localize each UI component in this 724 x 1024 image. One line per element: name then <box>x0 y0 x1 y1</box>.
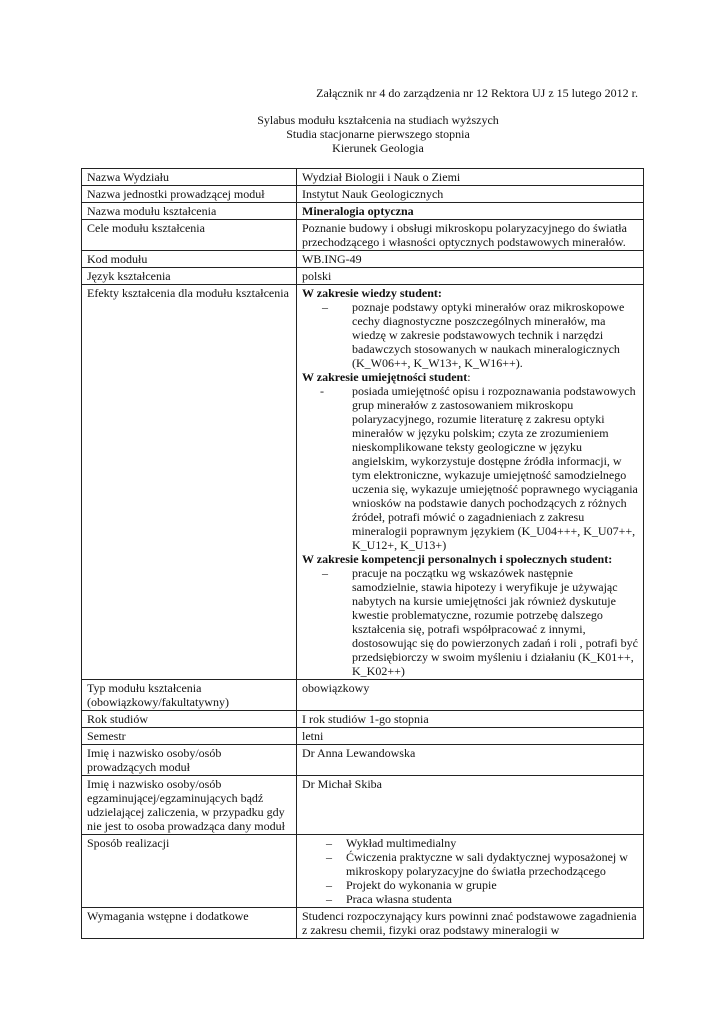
skills-heading: W zakresie umiejętności student <box>302 370 468 384</box>
skills-heading-wrap <box>302 370 639 384</box>
dash-bullet: – <box>326 850 332 864</box>
table-row <box>82 251 644 268</box>
knowledge-list <box>302 300 639 370</box>
title-line-1: Sylabus modułu kształcenia na studiach wyższych <box>257 113 499 127</box>
competences-text: pracuje na początku wg wskazówek następnie samodzielnie, stawia hipotezy i weryfikuje je używając nabytych na kursie umiejętności jak również dyskutuje kwestie problematyczne, rozumie potrzebę dalszego kształcenia się, potrafi współpracować z innymi, dostosowując się do powierzonych zadań i roli , potrafi być przedsiębiorczy w swoim myśleniu i działaniu (K_K01++, K_K02++) <box>352 566 638 678</box>
row-value: Studenci rozpoczynający kurs powinni znać podstawowe zagadnienia z zakresu chemii, fizyki oraz podstawy mineralogii w <box>297 908 644 939</box>
row-value: I rok studiów 1-go stopnia <box>297 711 644 728</box>
row-value: WB.ING-49 <box>297 251 644 268</box>
competences-list <box>302 566 639 678</box>
skills-heading-colon: : <box>467 370 471 384</box>
row-label: Kod modułu <box>82 251 297 268</box>
table-row <box>82 711 644 728</box>
row-label: Imię i nazwisko osoby/osób egzaminującej/egzaminujących bądź udzielającej zaliczenia, w przypadku gdy nie jest to osoba prowadząca dany moduł <box>82 776 297 835</box>
table-row <box>82 745 644 776</box>
row-label: Sposób realizacji <box>82 835 297 908</box>
table-row <box>82 268 644 285</box>
table-row <box>82 908 644 939</box>
list-item <box>302 878 639 892</box>
list-item <box>302 566 639 678</box>
attachment-note: Załącznik nr 4 do zarządzenia nr 12 Rektora UJ z 15 lutego 2012 r. <box>316 86 638 100</box>
module-name-value: Mineralogia optyczna <box>297 203 644 220</box>
table-row <box>82 186 644 203</box>
row-label: Cele modułu kształcenia <box>82 220 297 251</box>
row-value: Dr Michał Skiba <box>297 776 644 835</box>
row-label: Nazwa Wydziału <box>82 169 297 186</box>
dash-bullet: – <box>322 300 328 314</box>
row-label: Język kształcenia <box>82 268 297 285</box>
list-item <box>302 836 639 850</box>
delivery-methods <box>297 835 644 908</box>
table-row <box>82 169 644 186</box>
list-item <box>302 384 639 552</box>
knowledge-heading: W zakresie wiedzy student: <box>302 286 442 300</box>
row-label: Efekty kształcenia dla modułu kształcenia <box>82 285 297 680</box>
title-line-2: Studia stacjonarne pierwszego stopnia <box>286 127 470 141</box>
table-row <box>82 835 644 908</box>
learning-outcomes <box>297 285 644 680</box>
row-label: Nazwa modułu kształcenia <box>82 203 297 220</box>
dash-bullet: - <box>320 384 324 398</box>
table-row <box>82 285 644 680</box>
delivery-list <box>302 836 639 906</box>
list-item <box>302 300 639 370</box>
row-value: Poznanie budowy i obsługi mikroskopu polaryzacyjnego do światła przechodzącego i własności optycznych podstawowych minerałów. <box>297 220 644 251</box>
row-label: Wymagania wstępne i dodatkowe <box>82 908 297 939</box>
dash-bullet: – <box>322 566 328 580</box>
dash-bullet: – <box>326 892 332 906</box>
list-item <box>302 892 639 906</box>
dash-bullet: – <box>326 836 332 850</box>
title-line-3: Kierunek Geologia <box>332 141 424 155</box>
row-value: letni <box>297 728 644 745</box>
row-value: Wydział Biologii i Nauk o Ziemi <box>297 169 644 186</box>
dash-bullet: – <box>326 878 332 892</box>
row-value: polski <box>297 268 644 285</box>
row-label: Nazwa jednostki prowadzącej moduł <box>82 186 297 203</box>
list-item <box>302 850 639 878</box>
table-row <box>82 203 644 220</box>
document-titles <box>0 113 724 155</box>
row-label: Typ modułu kształcenia (obowiązkowy/fakultatywny) <box>82 680 297 711</box>
delivery-item: Ćwiczenia praktyczne w sali dydaktycznej wyposażonej w mikroskopy polaryzacyjne do światła przechodzącego <box>346 850 628 878</box>
row-value: Dr Anna Lewandowska <box>297 745 644 776</box>
row-label: Rok studiów <box>82 711 297 728</box>
delivery-item: Projekt do wykonania w grupie <box>346 878 497 892</box>
delivery-item: Praca własna studenta <box>346 892 452 906</box>
row-label: Semestr <box>82 728 297 745</box>
knowledge-text: poznaje podstawy optyki minerałów oraz mikroskopowe cechy diagnostyczne poszczególnych minerałów, ma wiedzę w zakresie podstawowych technik i narzędzi badawczych stosowanych w naukach mineralogicznych (K_W06++, K_W13+, K_W16++). <box>352 300 625 370</box>
row-label: Imię i nazwisko osoby/osób prowadzących moduł <box>82 745 297 776</box>
row-value: Instytut Nauk Geologicznych <box>297 186 644 203</box>
skills-text: posiada umiejętność opisu i rozpoznawania podstawowych grup minerałów z zastosowaniem mikroskopu polaryzacyjnego, rozumie literaturę z zakresu optyki minerałów w języku polskim; czyta ze zrozumieniem nieskomplikowane teksty geologiczne w języku angielskim, wykorzystuje dostępne źródła informacji, w tym elektroniczne, wykazuje umiejętność samodzielnego uczenia się, wykazuje umiejętność poprawnego wyciągania wniosków na podstawie danych pochodzących z różnych źródeł, potrafi mówić o zagadnieniach z zakresu mineralogii poprawnym językiem (K_U04+++, K_U07++, K_U12+, K_U13+) <box>352 384 638 552</box>
table-row <box>82 680 644 711</box>
syllabus-table <box>81 168 644 939</box>
table-row <box>82 776 644 835</box>
table-row <box>82 220 644 251</box>
competences-heading: W zakresie kompetencji personalnych i społecznych student: <box>302 552 613 566</box>
table-row <box>82 728 644 745</box>
row-value: obowiązkowy <box>297 680 644 711</box>
delivery-item: Wykład multimedialny <box>346 836 457 850</box>
skills-list <box>302 384 639 552</box>
